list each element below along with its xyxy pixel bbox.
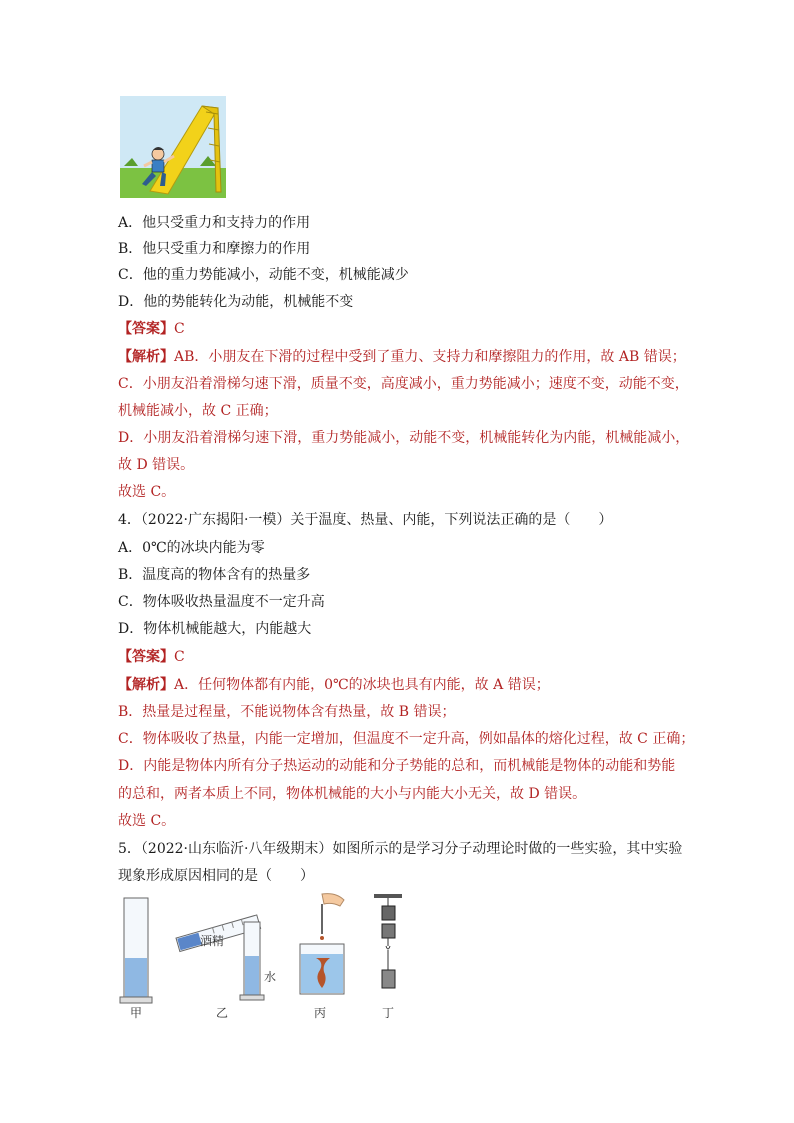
q5-stem-line-2: 现象形成原因相同的是（ ） <box>118 868 314 884</box>
q4-option-d: D．物体机械能越大，内能越大 <box>118 621 312 637</box>
analysis-tag: 【解析】 <box>118 349 174 365</box>
q3-answer <box>118 319 185 339</box>
q3-analysis-line-5: 故 D 错误。 <box>118 457 195 473</box>
answer-value: C <box>174 321 185 337</box>
answer-tag: 【答案】 <box>118 321 174 337</box>
q4-option-c: C．物体吸收热量温度不一定升高 <box>118 594 325 610</box>
label-water: 水 <box>264 970 277 984</box>
label-ding: 丁 <box>382 1006 395 1020</box>
q5-figure-row <box>118 892 418 1022</box>
q4-option-a: A．0℃的冰块内能为零 <box>118 540 265 556</box>
analysis-text: AB．小朋友在下滑的过程中受到了重力、支持力和摩擦阻力的作用，故 AB 错误； <box>174 349 686 365</box>
beaker-bing-figure <box>294 892 354 1004</box>
q3-analysis-line-1 <box>118 347 686 367</box>
analysis-text: A．任何物体都有内能，0℃的冰块也具有内能，故 A 错误； <box>174 677 550 693</box>
q4-stem: 4．（2022·广东揭阳·一模）关于温度、热量、内能，下列说法正确的是（ ） <box>118 512 613 528</box>
q3-analysis-line-2: C．小朋友沿着滑梯匀速下滑，质量不变，高度减小，重力势能减小；速度不变，动能不变， <box>118 376 689 392</box>
lead-blocks-ding-figure <box>370 894 410 1006</box>
q3-analysis-line-4: D．小朋友沿着滑梯匀速下滑，重力势能减小，动能不变，机械能转化为内能，机械能减小， <box>118 430 690 446</box>
q3-analysis-line-3: 机械能减小，故 C 正确； <box>118 403 278 419</box>
q3-option-d: D．他的势能转化为动能，机械能不变 <box>118 294 354 310</box>
analysis-tag: 【解析】 <box>118 677 174 693</box>
q3-option-c: C．他的重力势能减小，动能不变，机械能减少 <box>118 267 409 283</box>
q4-conclusion: 故选 C。 <box>118 813 176 829</box>
q3-conclusion: 故选 C。 <box>118 484 176 500</box>
q4-answer <box>118 647 185 667</box>
q5-stem-line-1: 5．（2022·山东临沂·八年级期末）如图所示的是学习分子动理论时做的一些实验，其中实验 <box>118 841 683 857</box>
label-yi: 乙 <box>216 1006 229 1020</box>
label-jia: 甲 <box>130 1006 143 1020</box>
q4-option-b: B．温度高的物体含有的热量多 <box>118 567 311 583</box>
q4-analysis-line-2: B．热量是过程量，不能说物体含有热量，故 B 错误； <box>118 704 456 720</box>
q4-analysis-line-4: D．内能是物体内所有分子热运动的动能和分子势能的总和，而机械能是物体的动能和势能 <box>118 758 676 774</box>
label-alcohol: 酒精 <box>200 934 225 948</box>
answer-tag: 【答案】 <box>118 649 174 665</box>
q3-option-a: A．他只受重力和支持力的作用 <box>118 215 311 231</box>
slide-illustration <box>120 96 226 198</box>
cylinder-jia-figure <box>118 896 158 1008</box>
label-bing: 丙 <box>314 1006 327 1020</box>
q4-analysis-line-5: 的总和，两者本质上不同，物体机械能的大小与内能大小无关，故 D 错误。 <box>118 786 587 802</box>
q4-analysis-line-1 <box>118 675 550 695</box>
q3-option-b: B．他只受重力和摩擦力的作用 <box>118 241 311 257</box>
q4-analysis-line-3: C．物体吸收了热量，内能一定增加，但温度不一定升高，例如晶体的熔化过程，故 C 正确； <box>118 731 695 747</box>
answer-value: C <box>174 649 185 665</box>
